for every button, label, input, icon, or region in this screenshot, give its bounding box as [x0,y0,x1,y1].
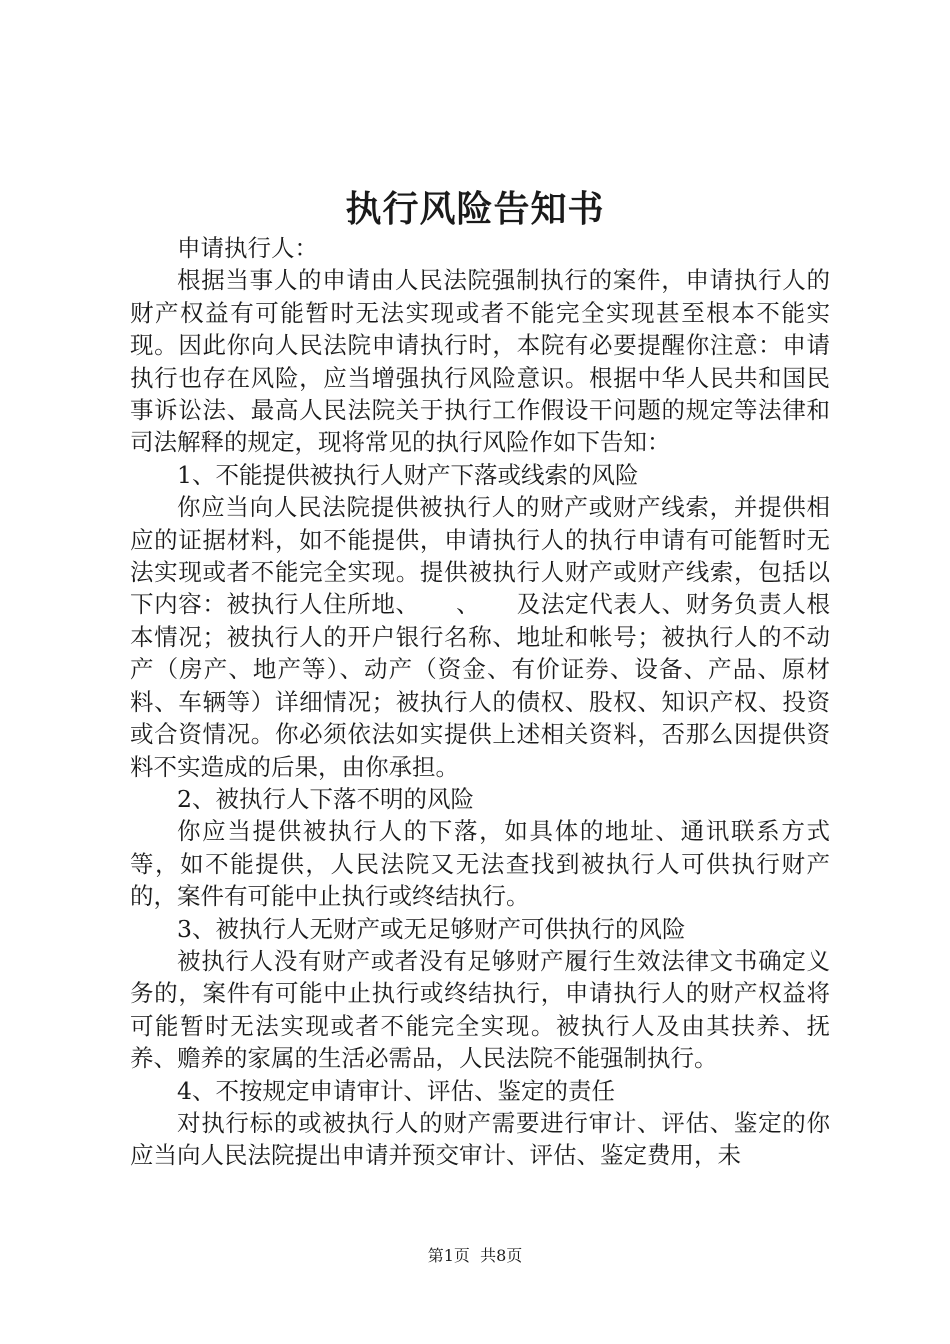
paragraph-risk-3: 被执行人没有财产或者没有足够财产履行生效法律文书确定义务的，案件有可能中止执行或终结执行，申请执行人的财产权益将可能暂时无法实现或者不能完全实现。被执行人及由其扶养、抚养、赡养的家属的生活必需品，人民法院不能强制执行。 [130,946,830,1073]
heading-risk-4: 4、不按规定申请审计、评估、鉴定的责任 [177,1076,615,1105]
page-number: 第1页 共8页 [427,1246,523,1265]
page-footer [0,1244,950,1268]
paragraph-risk-2: 你应当提供被执行人的下落，如具体的地址、通讯联系方式等，如不能提供，人民法院又无法查找到被执行人可供执行财产的，案件有可能中止执行或终结执行。 [130,817,830,911]
paragraph-risk-1: 你应当向人民法院提供被执行人的财产或财产线索，并提供相应的证据材料，如不能提供，申请执行人的执行申请有可能暂时无法实现或者不能完全实现。提供被执行人财产或财产线索，包括以下内容：被执行人住所地、 、 及法定代表人、财务负责人根本情况；被执行人的开户银行名称、地址和帐号；被执行人的不动产（房产、地产等）、动产（资金、有价证券、设备、产品、原材料、车辆等）详细情况；被执行人的债权、股权、知识产权、投资或合资情况。你必须依法如实提供上述相关资料，否那么因提供资料不实造成的后果，由你承担。 [130,493,830,781]
heading-risk-2: 2、被执行人下落不明的风险 [177,784,474,813]
document-title: 执行风险告知书 [345,188,605,230]
paragraph-risk-4: 对执行标的或被执行人的财产需要进行审计、评估、鉴定的你应当向人民法院提出申请并预交审计、评估、鉴定费用，未 [130,1108,830,1170]
document-body [130,232,830,1172]
heading-risk-1: 1、不能提供被执行人财产下落或线索的风险 [177,460,639,489]
paragraph-intro: 根据当事人的申请由人民法院强制执行的案件，申请执行人的财产权益有可能暂时无法实现或者不能完全实现甚至根本不能实现。因此你向人民法院申请执行时，本院有必要提醒你注意：申请执行也存在风险，应当增强执行风险意识。根据中华人民共和国民事诉讼法、最高人民法院关于执行工作假设干问题的规定等法律和司法解释的规定，现将常见的执行风险作如下告知： [130,266,830,457]
paragraph-salutation: 申请执行人： [177,234,318,262]
heading-risk-3: 3、被执行人无财产或无足够财产可供执行的风险 [177,914,686,943]
